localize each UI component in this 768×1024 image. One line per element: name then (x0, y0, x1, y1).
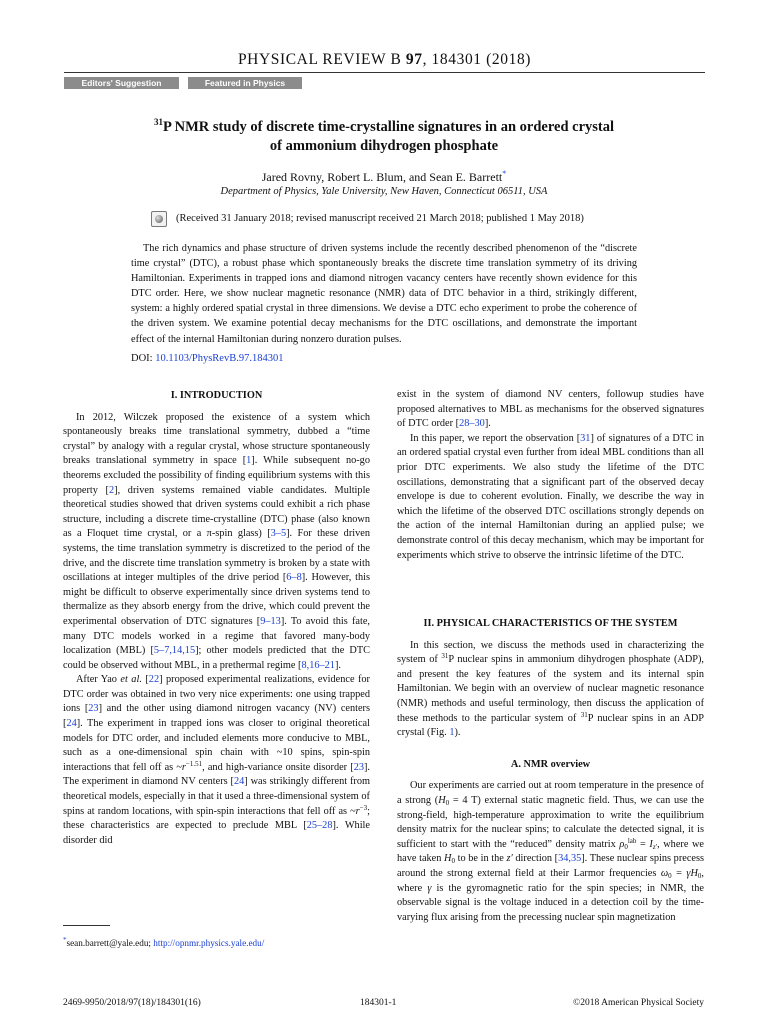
author-list (120, 170, 648, 185)
footer-issn: 2469-9950/2018/97(18)/184301(16) (63, 998, 201, 1008)
corresponding-author-mark[interactable]: * (502, 169, 507, 178)
featured-in-physics-badge[interactable]: Featured in Physics (188, 77, 302, 89)
footnote-divider (63, 925, 110, 926)
subsection-a-paragraph-1: Our experiments are carried out at room temperature in the presence of a strong ($H_0 = 4$ T) external static magnetic field. Thus, we can use the strong-field, high-temperature approximation to write the equilibrium density matrix for the nuclear spins; to calculate the detected signal, it is sufficient to start with the “reduced” density matrix $\rho_0^{lab} = I_{z'}$, where we have taken $H_0$ to be in the z′ direction [34,35]. These nuclear spins precess around the strong external field at their Larmor frequencies $\omega_0 = \gamma H_0$, where γ is the gyromagnetic ratio for the spin species; in NMR, the observable signal is the voltage induced in a detection coil by the time-varying flux arising from the precessing nuclear spin magnetization (397, 780, 704, 923)
author-names: Jared Rovny, Robert L. Blum, and Sean E. Barrett (261, 170, 503, 184)
right-column-top (397, 388, 704, 563)
received-dates: (Received 31 January 2018; revised manuscript received 21 March 2018; published 1 May 2018) (176, 213, 584, 224)
doi-link[interactable]: 10.1103/PhysRevB.97.184301 (155, 353, 284, 364)
left-column (63, 385, 370, 848)
title-line-2: of ammonium dihydrogen phosphate (269, 138, 499, 154)
title-line-1: P NMR study of discrete time-crystalline signatures in an ordered crystal (162, 119, 615, 135)
article-title (120, 118, 648, 156)
journal-volume: 97 (405, 51, 423, 68)
intro-paragraph-2-continued: exist in the system of diamond NV centers, followup studies have proposed alternatives to MBL as mechanisms for the observed signatures of DTC order [28–30]. (397, 389, 704, 430)
journal-citation: , 184301 (2018) (422, 51, 532, 68)
abstract-text: The rich dynamics and phase structure of driven systems include the recently described phenomenon of the “discrete time crystal” (DTC), a robust phase which spontaneously breaks the discrete time translation symmetry of its driving Hamiltonian. Experiments in trapped ions and diamond nitrogen vacancy centers have recently shown evidence for this DTC order. Here, we show nuclear magnetic resonance (NMR) data of DTC behavior in a third, strikingly different, system: a highly ordered spatial crystal in three dimensions. We devise a DTC echo experiment to probe the coherence of the driven system. We examine potential decay mechanisms for the DTC oscillations, and demonstrate the important effect of the internal Hamiltonian during nonzero duration pulses. (131, 243, 637, 345)
footnote-mark: * (63, 936, 67, 944)
editors-suggestion-badge[interactable]: Editors' Suggestion (64, 77, 179, 89)
title-isotope-superscript: 31 (153, 117, 163, 127)
footer-page-number: 184301-1 (360, 998, 397, 1008)
crossmark-icon[interactable] (151, 211, 167, 227)
journal-name: PHYSICAL REVIEW B (237, 51, 402, 68)
section-2-heading: II. PHYSICAL CHARACTERISTICS OF THE SYSTEM (423, 618, 678, 629)
subsection-a-heading: A. NMR overview (510, 758, 591, 770)
footnote (63, 938, 264, 948)
section-2 (397, 613, 704, 925)
footnote-url-link[interactable]: http://opnmr.physics.yale.edu/ (153, 938, 265, 948)
footnote-email[interactable]: sean.barrett@yale.edu; (66, 938, 151, 948)
affiliation: Department of Physics, Yale University, New Haven, Connecticut 06511, USA (220, 186, 548, 197)
abstract (131, 241, 637, 347)
intro-paragraph-3: In this paper, we report the observation [31] of signatures of a DTC in an ordered spatial crystal even further from ideal MBL conditions than all prior DTC experiments. We also study the lifetime of the DTC oscillations, demonstrating that a significant part of the observed decay envelope is due to coherent evolution. Finally, we describe the way in which the lifetime of the observed DTC oscillations strongly depends on the action of the internal Hamiltonian during an applied pulse; we demonstrate control of this decay mechanism, which may be important for experiments which strive to observe the intrinsic lifetime of the DTC. (397, 432, 704, 561)
doi-label: DOI: (131, 353, 153, 364)
intro-paragraph-2: After Yao et al. [22] proposed experimental realizations, evidence for DTC order was obtained in two very nice experiments: one using trapped ions [23] and the other using diamond nitrogen vacancy (NV) centers [24]. The experiment in trapped ions was closer to original theoretical models for DTC order, and included elements more conducive to MBL, such as a one-dimensional spin chain with ~10 spins, spin-spin interactions that fell off as $\sim r^{-1.51}$, and high-variance onsite disorder [23]. The experiment in diamond NV centers [24] was strikingly different from theoretical models, especially in that it used a three-dimensional system of spins at random locations, with spin-spin interactions that fell off as $\sim r^{-3}$; these characteristics are expected to preclude MBL [25–28]. While disorder did (63, 674, 370, 846)
intro-paragraph-1: In 2012, Wilczek proposed the existence of a system which spontaneously breaks time translational symmetry, dubbed a “time crystal” by analogy with a regular crystal, whose structure spontaneously breaks translational symmetry in space [1]. While subsequent no-go theorems excluded the possibility of finding equilibrium systems with this property [2], driven systems remained viable candidates. Multiple theoretical studies showed that driven systems could exhibit a rich phase structure, including a discrete time-crystalline (DTC) phase (also known as a Floquet time crystal, or a π-spin glass) [3–5]. For these driven systems, the time translation symmetry is discretized to the period of the drive, and the discrete time translation symmetry is broken by a state with oscillations at integer multiples of the drive period [6–8]. However, this might be difficult to observe experimentally since driven systems tend to thermalize as they absorb energy from the drive, which could prevent the experimental observation of DTC signatures [9–13]. To avoid this fate, many DTC models worked in a regime that favored many-body localization (MBL) [5–7,14,15]; other models predicted that the DTC could be observed without MBL, in a prethermal regime [8,16–21]. (63, 411, 371, 671)
journal-header (64, 51, 705, 69)
section-2-paragraph-1: In this section, we discuss the methods used in characterizing the system of $^{31}$P nuclear spins in ammonium dihydrogen phosphate (ADP), and present the key features of the system and its internal spin Hamiltonian. We begin with an overview of nuclear magnetic resonance (NMR) methods and useful terminology, then discuss the application of these methods to the particular system of $^{31}$P nuclear spins in an ADP crystal (Fig. 1). (397, 639, 704, 739)
header-divider (64, 72, 705, 73)
intro-heading: I. INTRODUCTION (170, 390, 263, 401)
footer-copyright: ©2018 American Physical Society (573, 998, 704, 1008)
doi-line (131, 353, 283, 364)
